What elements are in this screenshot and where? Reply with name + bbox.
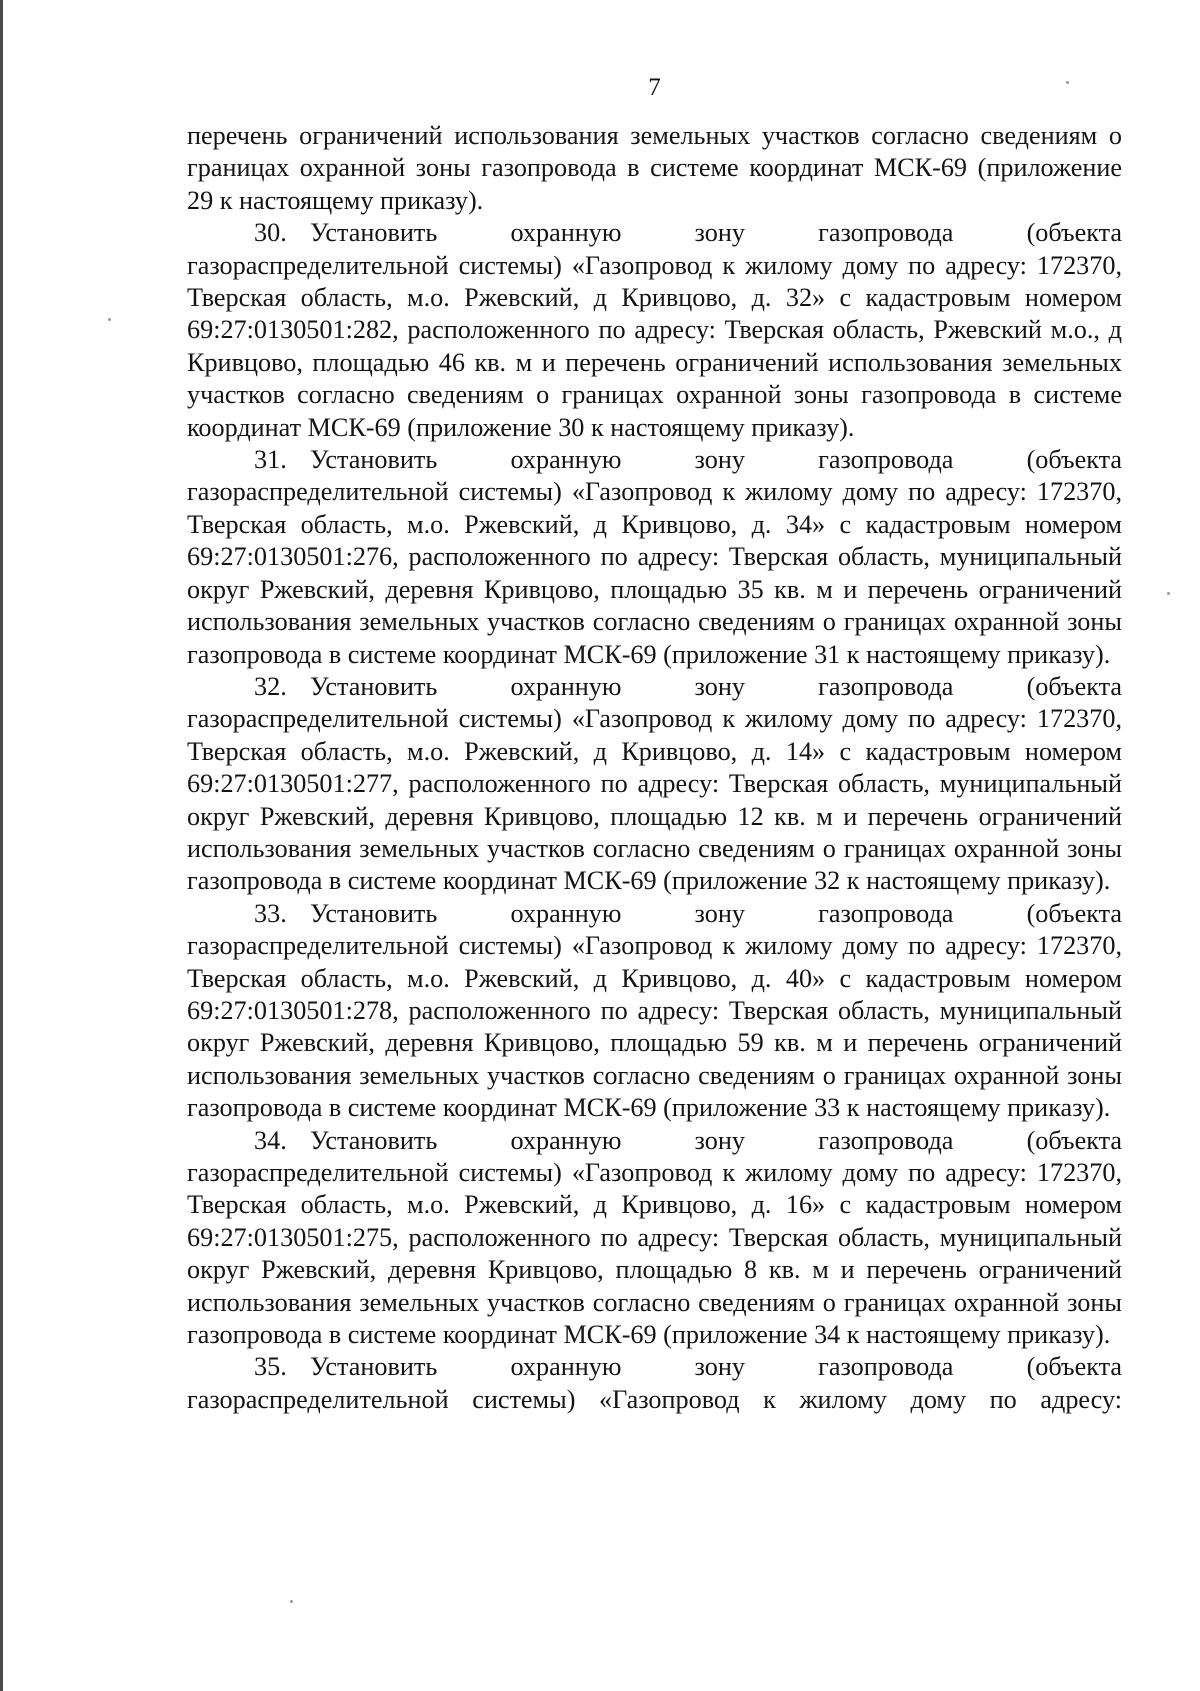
paragraph-32 — [187, 671, 1122, 898]
paragraph-33 — [187, 898, 1122, 1125]
paragraph-number: 35. — [254, 1352, 287, 1382]
paragraph-text: Установить охранную зону газопровода (объекта газораспределительной системы) «Газопровод к жилому дому по адресу: 172370, Тверская область, м.о. Ржевский, д Кривцово, д. 40» с кадастровым номером 69:27:0130501:278, расположенного по адресу: Тверская область, муниципальный округ Ржевский, деревня Кривцово, площадью 59 кв. м и перечень ограничений использования земельных участков согласно сведениям о границах охранной зоны газопровода в системе координат МСК-69 (приложение 33 к настоящему приказу). — [187, 898, 1122, 1123]
paragraph-text: Установить охранную зону газопровода (объекта газораспределительной системы) «Газопровод к жилому дому по адресу: 172370, Тверская область, м.о. Ржевский, д Кривцово, д. 34» с кадастровым номером 69:27:0130501:276, расположенного по адресу: Тверская область, муниципальный округ Ржевский, деревня Кривцово, площадью 35 кв. м и перечень ограничений использования земельных участков согласно сведениям о границах охранной зоны газопровода в системе координат МСК-69 (приложение 31 к настоящему приказу). — [187, 445, 1122, 669]
paragraph-34 — [187, 1125, 1122, 1352]
paragraph-number: 34. — [254, 1125, 287, 1155]
paragraph-35 — [187, 1351, 1122, 1416]
paragraph-number: 32. — [254, 671, 287, 701]
paragraph-text: перечень ограничений использования земельных участков согласно сведениям о границах охранной зоны газопровода в системе координат МСК-69 (приложение 29 к настоящему приказу). — [187, 121, 1122, 215]
page-number: 7 — [648, 74, 661, 101]
paragraph-number: 30. — [254, 218, 287, 248]
scan-speck — [290, 1600, 293, 1603]
scan-speck — [108, 318, 111, 321]
document-page — [187, 70, 1122, 1416]
paragraph-continuation — [187, 120, 1122, 217]
paragraph-text: Установить охранную зону газопровода (объекта газораспределительной системы) «Газопровод к жилому дому по адресу: 172370, Тверская область, м.о. Ржевский, д Кривцово, д. 14» с кадастровым номером 69:27:0130501:277, расположенного по адресу: Тверская область, муниципальный округ Ржевский, деревня Кривцово, площадью 12 кв. м и перечень ограничений использования земельных участков согласно сведениям о границах охранной зоны газопровода в системе координат МСК-69 (приложение 32 к настоящему приказу). — [187, 671, 1122, 896]
paragraph-text: Установить охранную зону газопровода (объекта газораспределительной системы) «Газопровод к жилому дому по адресу: — [187, 1352, 1122, 1414]
scan-speck — [1167, 592, 1170, 595]
paragraph-30 — [187, 217, 1122, 444]
paragraph-text: Установить охранную зону газопровода (объекта газораспределительной системы) «Газопровод к жилому дому по адресу: 172370, Тверская область, м.о. Ржевский, д Кривцово, д. 16» с кадастровым номером 69:27:0130501:275, расположенного по адресу: Тверская область, муниципальный округ Ржевский, деревня Кривцово, площадью 8 кв. м и перечень ограничений использования земельных участков согласно сведениям о границах охранной зоны газопровода в системе координат МСК-69 (приложение 34 к настоящему приказу). — [187, 1125, 1122, 1350]
paragraph-number: 33. — [254, 898, 287, 928]
paragraph-31 — [187, 444, 1122, 671]
paragraph-text: Установить охранную зону газопровода (объекта газораспределительной системы) «Газопровод к жилому дому по адресу: 172370, Тверская область, м.о. Ржевский, д Кривцово, д. 32» с кадастровым номером 69:27:0130501:282, расположенного по адресу: Тверская область, Ржевский м.о., д Кривцово, площадью 46 кв. м и перечень ограничений использования земельных участков согласно сведениям о границах охранной зоны газопровода в системе координат МСК-69 (приложение 30 к настоящему приказу). — [187, 218, 1122, 442]
paragraph-number: 31. — [254, 445, 287, 475]
scan-edge — [0, 0, 3, 1691]
